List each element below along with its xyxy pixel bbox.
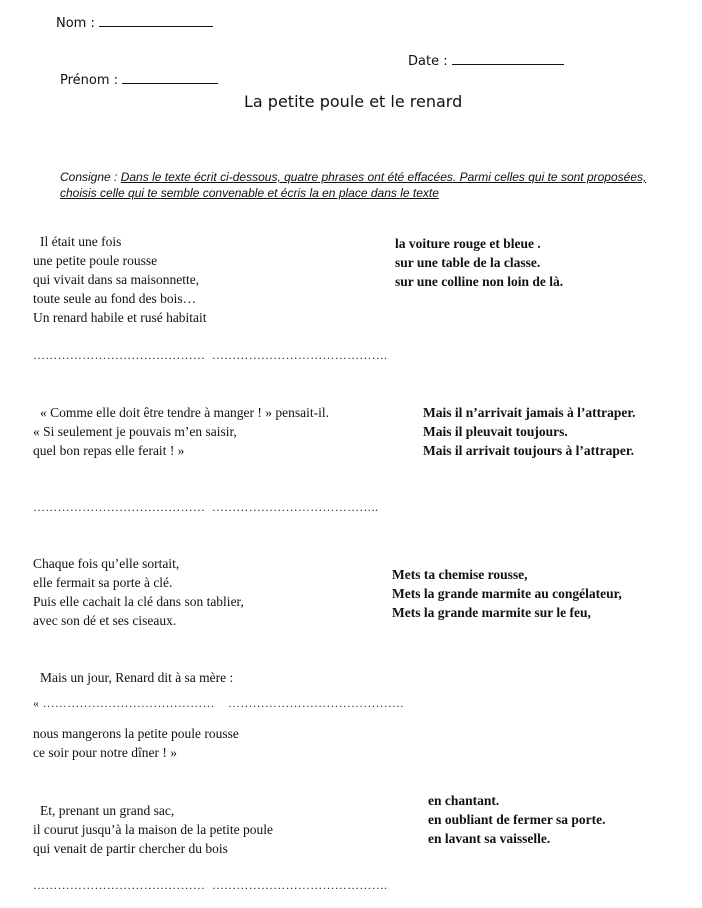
answer-right: ……………………………………. xyxy=(211,878,388,892)
option-item[interactable]: Mais il pleuvait toujours. xyxy=(423,424,568,439)
consigne-line2: choisis celle qui te semble convenable et écris la en place dans le texte xyxy=(60,186,439,200)
text-line: qui venait de partir chercher du bois xyxy=(33,841,228,856)
nom-label: Nom : xyxy=(56,16,95,31)
option-item[interactable]: sur une colline non loin de là. xyxy=(395,274,564,289)
section-5-text xyxy=(33,801,273,858)
option-item[interactable]: Mais il n’arrivait jamais à l’attraper. xyxy=(423,405,636,420)
option-item[interactable]: Mais il arrivait toujours à l’attraper. xyxy=(423,443,634,458)
text-line: Puis elle cachait la clé dans son tablier, xyxy=(33,594,244,609)
page-title: La petite poule et le renard xyxy=(244,92,463,111)
section-3-text xyxy=(33,554,244,630)
answer-line-3[interactable] xyxy=(33,696,404,711)
text-line: qui vivait dans sa maisonnette, xyxy=(33,272,200,287)
date-field xyxy=(408,52,564,69)
text-line: Il était une fois xyxy=(40,234,122,249)
text-line: ce soir pour notre dîner ! » xyxy=(33,745,177,760)
option-item[interactable]: Mets la grande marmite au congélateur, xyxy=(392,586,622,601)
text-line: Mais un jour, Renard dit à sa mère : xyxy=(40,670,234,685)
option-item[interactable]: en chantant. xyxy=(428,793,500,808)
date-blank[interactable] xyxy=(452,52,564,65)
answer-line-1[interactable] xyxy=(33,348,387,363)
section-5-options xyxy=(428,791,605,848)
option-item[interactable]: Mets la grande marmite sur le feu, xyxy=(392,605,591,620)
consigne-label: Consigne : xyxy=(60,170,118,184)
section-1-options xyxy=(395,234,563,291)
text-line: elle fermait sa porte à clé. xyxy=(33,575,173,590)
section-4-text xyxy=(40,668,233,687)
prenom-label: Prénom : xyxy=(60,73,119,88)
text-line: Et, prenant un grand sac, xyxy=(40,803,175,818)
date-label: Date : xyxy=(408,54,448,69)
nom-field xyxy=(56,14,213,31)
text-line: il courut jusqu’à la maison de la petite poule xyxy=(33,822,273,837)
answer-left: …………………………………… xyxy=(42,696,215,710)
section-4-after-text xyxy=(33,724,239,762)
answer-left: …………………………………… xyxy=(33,878,206,892)
section-3-options xyxy=(392,565,622,622)
answer-right: ……………………………………. xyxy=(211,348,388,362)
answer-right: ………………………………….. xyxy=(211,500,379,514)
answer-right: ……………………………………. xyxy=(228,696,404,710)
section-1-text xyxy=(33,232,207,327)
text-line: « Comme elle doit être tendre à manger ! » pensait-il. xyxy=(40,405,330,420)
text-line: Chaque fois qu’elle sortait, xyxy=(33,556,180,571)
text-line: toute seule au fond des bois… xyxy=(33,291,197,306)
nom-blank[interactable] xyxy=(99,14,213,27)
consigne-line1: Dans le texte écrit ci-dessous, quatre phrases ont été effacées. Parmi celles qui te sont proposées, xyxy=(120,170,647,184)
option-item[interactable]: Mets ta chemise rousse, xyxy=(392,567,528,582)
answer-prefix: « xyxy=(33,696,40,710)
answer-left: …………………………………… xyxy=(33,348,206,362)
option-item[interactable]: sur une table de la classe. xyxy=(395,255,541,270)
text-line: une petite poule rousse xyxy=(33,253,158,268)
option-item[interactable]: la voiture rouge et bleue . xyxy=(395,236,541,251)
section-2-text xyxy=(33,403,329,460)
text-line: quel bon repas elle ferait ! » xyxy=(33,443,185,458)
text-line: nous mangerons la petite poule rousse xyxy=(33,726,239,741)
section-2-options xyxy=(423,403,635,460)
answer-line-2[interactable] xyxy=(33,500,378,515)
option-item[interactable]: en lavant sa vaisselle. xyxy=(428,831,551,846)
answer-line-4[interactable] xyxy=(33,878,387,893)
answer-left: …………………………………… xyxy=(33,500,206,514)
text-line: « Si seulement je pouvais m’en saisir, xyxy=(33,424,237,439)
text-line: avec son dé et ses ciseaux. xyxy=(33,613,177,628)
prenom-field xyxy=(60,71,218,88)
option-item[interactable]: en oubliant de fermer sa porte. xyxy=(428,812,606,827)
prenom-blank[interactable] xyxy=(122,71,218,84)
consigne xyxy=(60,169,646,201)
text-line: Un renard habile et rusé habitait xyxy=(33,310,207,325)
